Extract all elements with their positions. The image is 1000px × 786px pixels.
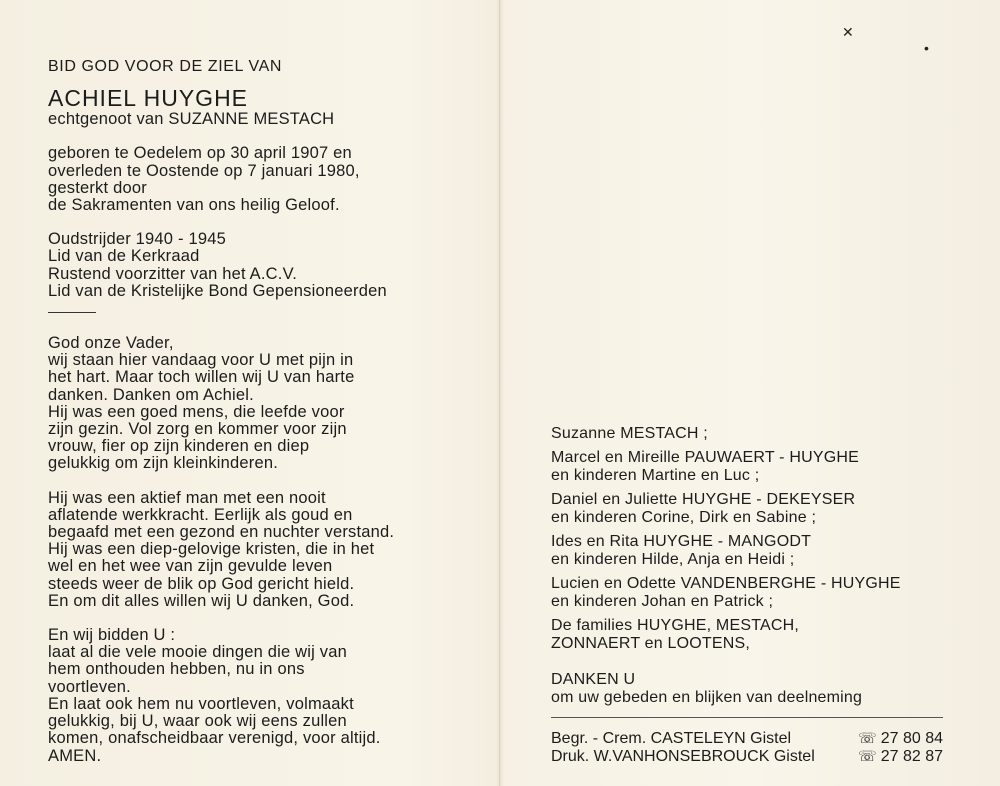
family-line: ZONNAERT en LOOTENS, [551,635,751,652]
prayer-line: begaafd met een gezond en nuchter verstand. [48,523,395,542]
telephone-icon: ☏ [857,730,877,747]
prayer-line: AMEN. [48,746,102,765]
ink-speck-mark: ✕ [842,24,854,40]
prayer-line: En laat ook hem nu voortleven, volmaakt [48,694,354,713]
family-line: Daniel en Juliette HUYGHE - DEKEYSER [551,491,856,508]
family-entry [551,449,991,485]
phone-value: 27 80 84 [880,730,943,747]
divider [551,717,943,718]
role-line: Oudstrijder 1940 - 1945 [48,230,226,249]
prayer-line: zijn gezin. Vol zorg en kommer voor zijn [48,420,347,439]
ink-speck-mark: • [924,40,929,56]
prayer-paragraph-1 [48,335,488,473]
prayer-line: Hij was een goed mens, die leefde voor [48,402,345,421]
family-entry [551,617,991,653]
printer-label: Druk. W.VANHONSEBROUCK Gistel [551,748,815,765]
bio-block [48,145,488,214]
prayer-line: gelukkig, bij U, waar ook wij eens zullen [48,712,347,731]
printer-row [551,748,943,766]
prayer-line: steeds weer de blik op God gericht hield. [48,574,355,593]
bio-line: overleden te Oostende op 7 januari 1980, [48,161,360,180]
prayer-line: gelukkig om zijn kleinkinderen. [48,454,278,473]
thanks-line: om uw gebeden en blijken van deelneming [551,689,863,706]
prayer-line: Hij was een aktief man met een nooit [48,488,326,507]
telephone-icon: ☏ [857,748,877,765]
prayer-header: BID GOD VOOR DE ZIEL VAN [48,58,282,75]
bio-line: geboren te Oedelem op 30 april 1907 en [48,144,352,163]
bio-line: de Sakramenten van ons heilig Geloof. [48,196,340,215]
prayer-line: Hij was een diep-gelovige kristen, die in het [48,540,375,559]
prayer-line: wel en het wee van zijn gevulde leven [48,557,333,576]
family-line: Lucien en Odette VANDENBERGHE - HUYGHE [551,575,901,592]
prayer-line: het hart. Maar toch willen wij U van harte [48,368,355,387]
card-fold [499,0,500,786]
family-entry [551,491,991,527]
thanks-heading: DANKEN U [551,671,636,688]
prayer-paragraph-3 [48,627,488,765]
role-line: Lid van de Kerkraad [48,247,200,266]
spouse-line: echtgenoot van SUZANNE MESTACH [48,110,335,129]
prayer-line: wij staan hier vandaag voor U met pijn in [48,351,354,370]
prayer-line: hem onthouden hebben, nu in ons [48,660,305,679]
prayer-line: En om dit alles willen wij U danken, God. [48,591,355,610]
family-entry [551,425,991,443]
phone-number [858,730,943,748]
family-line: De families HUYGHE, MESTACH, [551,617,800,634]
deceased-name: ACHIEL HUYGHE [48,85,249,112]
prayer-line: En wij bidden U : [48,626,176,645]
bio-line: gesterkt door [48,178,147,197]
prayer-line: voortleven. [48,677,131,696]
right-panel [551,425,991,766]
roles-block [48,231,488,300]
prayer-line: aflatende werkkracht. Eerlijk als goud en [48,505,353,524]
left-panel [48,58,488,765]
family-entry [551,533,991,569]
family-line: en kinderen Corine, Dirk en Sabine ; [551,509,817,526]
printer-row [551,730,943,748]
prayer-line: danken. Danken om Achiel. [48,385,254,404]
phone-value: 27 82 87 [880,748,943,765]
family-line: en kinderen Martine en Luc ; [551,467,760,484]
family-line: Suzanne MESTACH ; [551,425,708,442]
divider [48,312,96,313]
prayer-line: vrouw, fier op zijn kinderen en diep [48,437,310,456]
family-line: Ides en Rita HUYGHE - MANGODT [551,533,812,550]
prayer-paragraph-2 [48,490,488,610]
prayer-line: God onze Vader, [48,334,174,353]
family-line: en kinderen Hilde, Anja en Heidi ; [551,551,795,568]
family-line: en kinderen Johan en Patrick ; [551,593,774,610]
printer-label: Begr. - Crem. CASTELEYN Gistel [551,730,792,747]
prayer-line: komen, onafscheidbaar verenigd, voor altijd. [48,729,381,748]
family-line: Marcel en Mireille PAUWAERT - HUYGHE [551,449,859,466]
role-line: Rustend voorzitter van het A.C.V. [48,264,298,283]
phone-number [858,748,943,766]
prayer-line: laat al die vele mooie dingen die wij van [48,643,347,662]
family-entry [551,575,991,611]
role-line: Lid van de Kristelijke Bond Gepensioneerden [48,281,387,300]
